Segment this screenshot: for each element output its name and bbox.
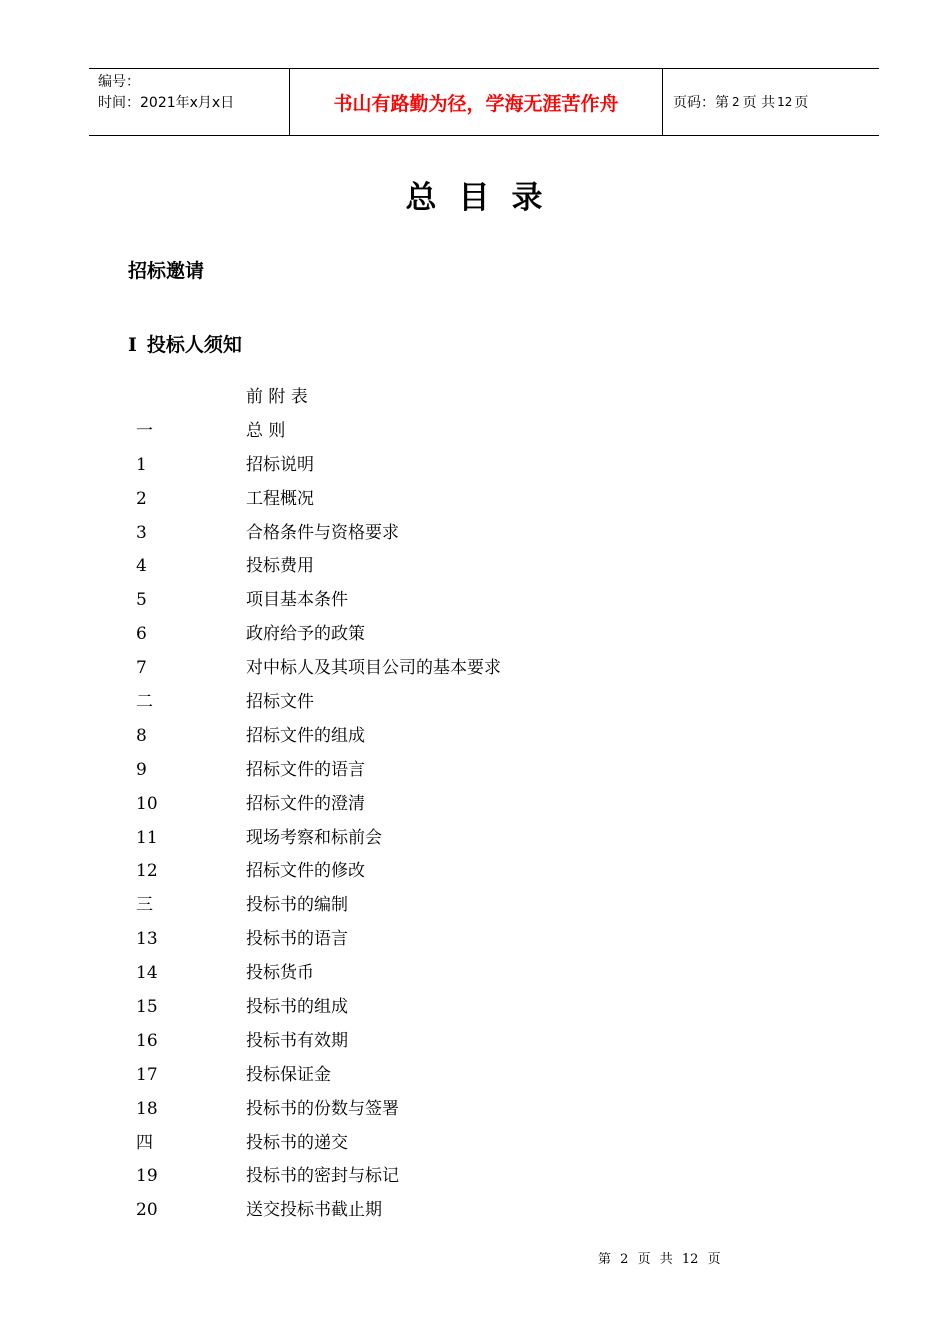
- footer-text-d: 页: [707, 1252, 721, 1267]
- toc-item-number: 10: [136, 793, 158, 814]
- toc-item-number: 16: [136, 1030, 158, 1051]
- toc-item-number: 3: [136, 522, 147, 543]
- toc-item: [136, 450, 736, 484]
- toc-item-number: 15: [136, 997, 158, 1018]
- toc-item: [136, 653, 736, 687]
- section-bidder: [128, 330, 242, 357]
- toc-item: [136, 924, 736, 958]
- toc-item: [136, 585, 736, 619]
- toc-item-number: 1: [136, 454, 147, 475]
- toc-item-label: 招标文件的语言: [246, 759, 365, 780]
- section-invite: 招标邀请: [128, 260, 205, 282]
- section-bidder-title: 投标人须知: [146, 334, 242, 356]
- toc-item-label: 项目基本条件: [246, 590, 348, 611]
- toc-item: [136, 755, 736, 789]
- toc-item-label: 招标文件的修改: [246, 861, 365, 882]
- toc-item: [136, 1161, 736, 1195]
- toc-item-label: 投标保证金: [246, 1064, 331, 1085]
- toc-item: [136, 382, 736, 416]
- toc-item: [136, 721, 736, 755]
- toc-item-number: 5: [136, 590, 147, 611]
- toc-item-label: 前 附 表: [246, 387, 308, 407]
- page-header: [89, 68, 879, 136]
- toc-item-label: 总 则: [246, 420, 286, 441]
- toc-item-number: 6: [136, 624, 147, 645]
- toc-item: [136, 551, 736, 585]
- toc-item-number: 三: [136, 895, 153, 916]
- doc-time-label: 时间：2021年x月x日: [98, 95, 235, 111]
- toc-item-label: 招标文件的澄清: [246, 793, 365, 814]
- header-page-end: 页: [794, 95, 809, 111]
- footer-text-b: 页: [637, 1252, 651, 1267]
- header-page-mid: 页 共: [742, 95, 776, 111]
- toc-item-number: 13: [136, 929, 158, 950]
- toc-item-number: 20: [136, 1200, 158, 1221]
- toc-item: [136, 1195, 736, 1229]
- page-footer: [598, 1248, 726, 1267]
- toc-item-label: 投标书的密封与标记: [246, 1166, 399, 1187]
- toc-item-label: 政府给予的政策: [246, 624, 365, 645]
- toc-item: [136, 518, 736, 552]
- toc-item-label: 现场考察和标前会: [246, 827, 382, 848]
- header-page-current: 2: [732, 95, 740, 109]
- toc-item-label: 投标书的编制: [246, 895, 348, 916]
- toc-item: [136, 992, 736, 1026]
- header-page-total: 12: [777, 95, 793, 109]
- header-page-info: [663, 69, 879, 135]
- toc-item-number: 2: [136, 488, 147, 509]
- section-bidder-roman: I: [128, 334, 137, 356]
- toc-item: [136, 619, 736, 653]
- toc-item-number: 9: [136, 759, 147, 780]
- toc-item-label: 工程概况: [246, 488, 314, 509]
- toc-item-label: 对中标人及其项目公司的基本要求: [246, 658, 501, 679]
- toc-item-label: 投标费用: [246, 556, 314, 577]
- toc-item: [136, 1128, 736, 1162]
- footer-text-a: 第: [598, 1252, 612, 1267]
- toc-item: [136, 890, 736, 924]
- toc-item: [136, 789, 736, 823]
- toc-item-label: 投标书的语言: [246, 929, 348, 950]
- toc-item-number: 12: [136, 861, 158, 882]
- toc-item-number: 19: [136, 1166, 158, 1187]
- header-meta: [89, 69, 290, 135]
- toc-item-number: 14: [136, 963, 158, 984]
- toc-item-label: 招标说明: [246, 454, 314, 475]
- toc-item-number: 四: [136, 1132, 153, 1153]
- toc-item-number: 18: [136, 1098, 158, 1119]
- toc-item: [136, 687, 736, 721]
- toc-item: [136, 416, 736, 450]
- toc-item-number: 8: [136, 725, 147, 746]
- toc-item: [136, 958, 736, 992]
- footer-text-c: 共: [659, 1252, 673, 1267]
- toc-item: [136, 1094, 736, 1128]
- toc-item-number: 4: [136, 556, 147, 577]
- toc-item-label: 合格条件与资格要求: [246, 522, 399, 543]
- toc-item-label: 招标文件: [246, 692, 314, 713]
- toc-item-label: 投标书有效期: [246, 1030, 348, 1051]
- toc-item: [136, 1060, 736, 1094]
- doc-number-label: 编号：: [98, 74, 140, 90]
- toc-item: [136, 484, 736, 518]
- toc-list: [136, 382, 736, 1229]
- toc-item: [136, 1026, 736, 1060]
- toc-item-number: 17: [136, 1064, 158, 1085]
- page-title: 总目录: [405, 180, 565, 216]
- toc-item-number: 二: [136, 692, 153, 713]
- toc-item-number: 7: [136, 658, 147, 679]
- toc-item-number: 一: [136, 420, 153, 441]
- toc-item: [136, 823, 736, 857]
- header-page-prefix: 页码：第: [673, 95, 729, 111]
- toc-item-label: 送交投标书截止期: [246, 1200, 382, 1221]
- footer-page-current: 2: [620, 1252, 629, 1267]
- footer-page-total: 12: [681, 1252, 699, 1267]
- header-motto: 书山有路勤为径，学海无涯苦作舟: [290, 69, 663, 135]
- toc-item-label: 招标文件的组成: [246, 725, 365, 746]
- toc-item-label: 投标书的组成: [246, 997, 348, 1018]
- toc-item-label: 投标书的递交: [246, 1132, 348, 1153]
- toc-item-number: 11: [136, 827, 158, 848]
- toc-item: [136, 856, 736, 890]
- toc-item-label: 投标书的份数与签署: [246, 1098, 399, 1119]
- toc-item-label: 投标货币: [246, 963, 314, 984]
